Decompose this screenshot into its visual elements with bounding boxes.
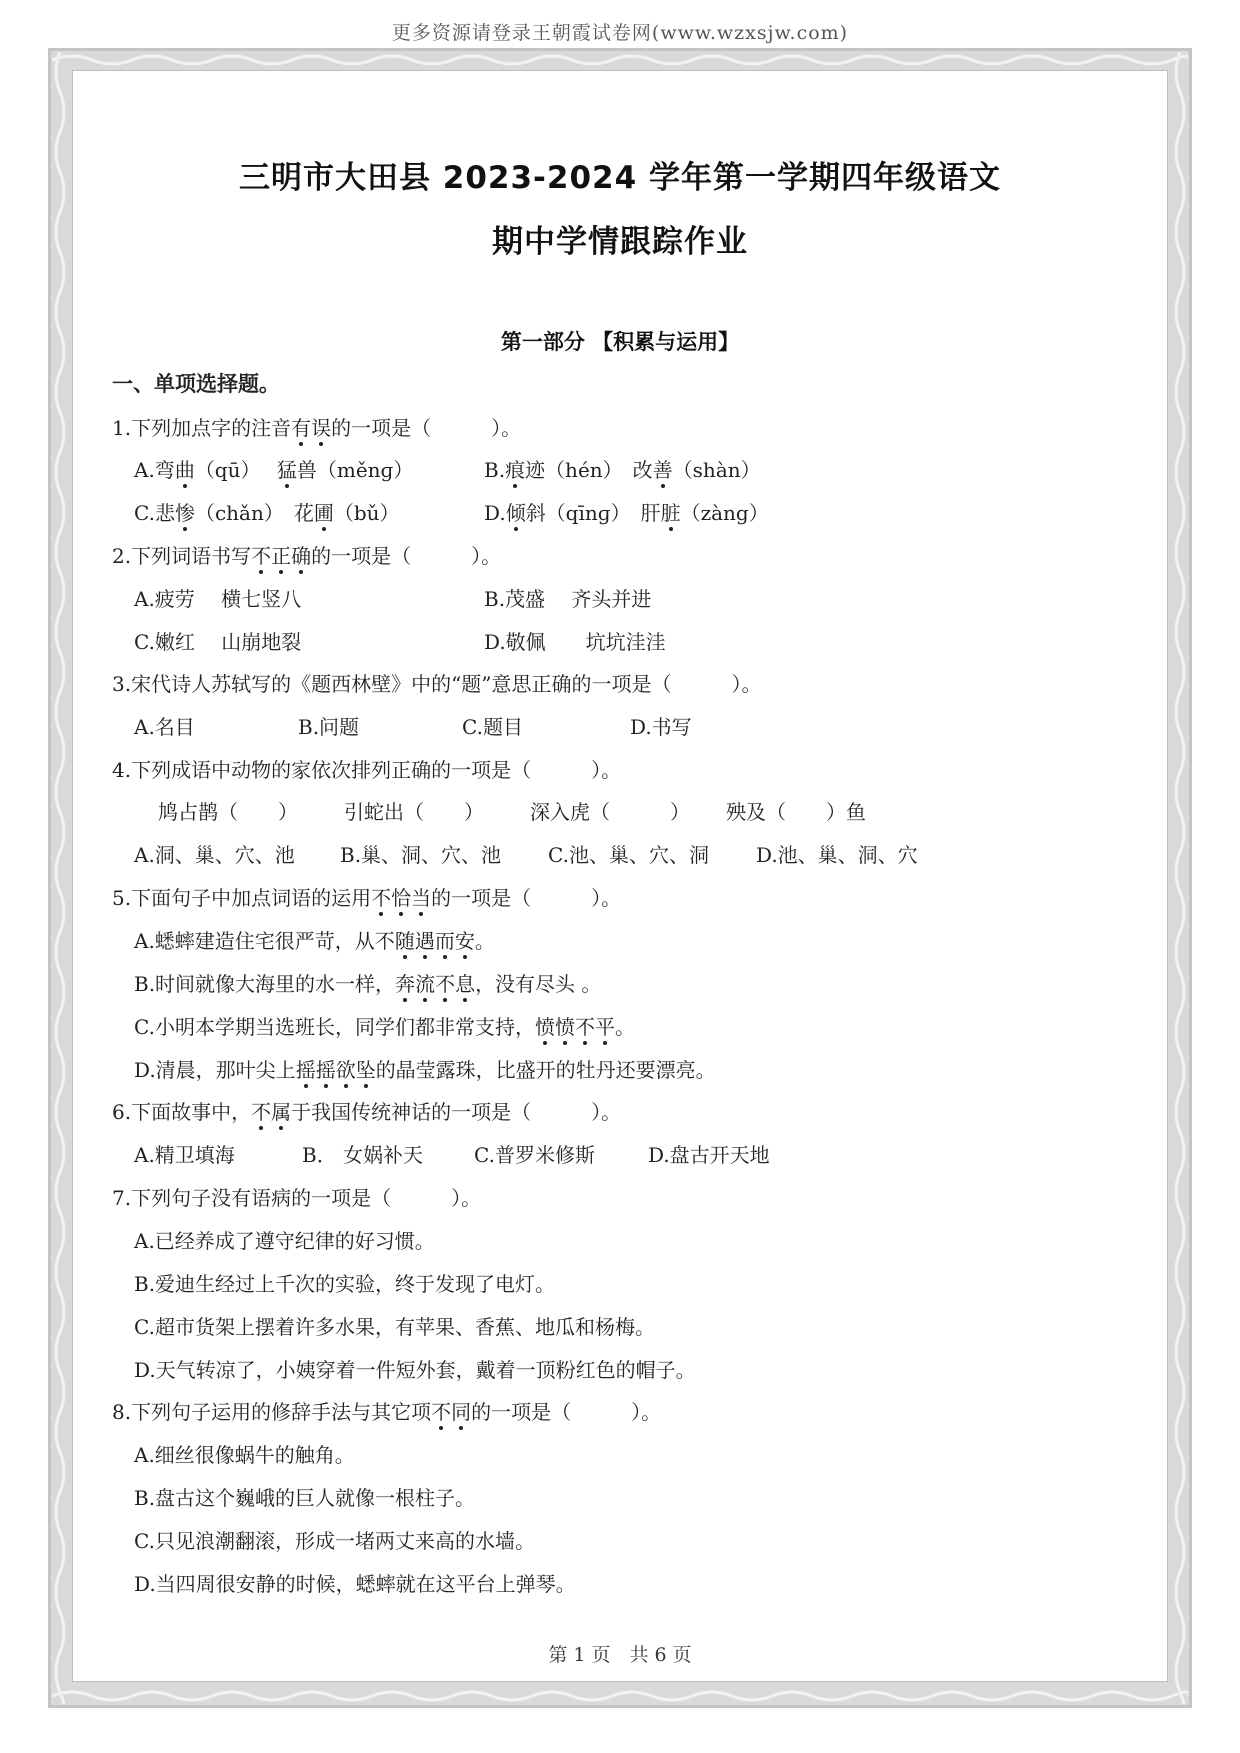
question-3-option-b: B.问题 xyxy=(298,715,360,739)
question-7-option-c: C.超市货架上摆着许多水果，有苹果、香蕉、地瓜和杨梅。 xyxy=(134,1315,655,1339)
question-1-options-row-2: C.悲惨（chǎn） 花圃（bǔ） xyxy=(134,497,400,526)
exam-title-line-1: 三明市大田县 2023-2024 学年第一学期四年级语文 xyxy=(238,160,1001,196)
question-6-option-a: A.精卫填海 xyxy=(134,1143,235,1167)
question-1-stem: 1.下列加点字的注音有误的一项是（ ）。 xyxy=(112,412,521,441)
question-6-option-c: C.普罗米修斯 xyxy=(474,1143,595,1167)
question-5-option-c: C.小明本学期当选班长，同学们都非常支持，愤愤不平。 xyxy=(134,1011,635,1040)
question-3-option-a: A.名目 xyxy=(134,715,195,739)
question-4-idiom-2: 引蛇出（ ） xyxy=(344,800,484,824)
question-7-option-d: D.天气转凉了，小姨穿着一件短外套，戴着一顶粉红色的帽子。 xyxy=(134,1358,696,1382)
part-heading: 第一部分 【积累与运用】 xyxy=(500,329,740,354)
question-7-option-a: A.已经养成了遵守纪律的好习惯。 xyxy=(134,1229,435,1253)
question-4-option-c: C.池、巢、穴、洞 xyxy=(548,843,709,867)
question-4-idiom-3: 深入虎（ ） xyxy=(530,800,690,824)
question-5-stem: 5.下面句子中加点词语的运用不恰当的一项是（ ）。 xyxy=(112,882,621,911)
question-4-idiom-4: 殃及（ ）鱼 xyxy=(726,800,866,824)
question-1-options-row-1: A.弯曲（qū） 猛兽（měnɡ） xyxy=(134,454,413,483)
question-4-option-b: B.巢、洞、穴、池 xyxy=(340,843,502,867)
question-6-option-b: B． 女娲补天 xyxy=(302,1143,424,1167)
question-2-option-c: C.嫩红 山崩地裂 xyxy=(134,630,302,654)
question-3-stem: 3.宋代诗人苏轼写的《题西林壁》中的“题”意思正确的一项是（ ）。 xyxy=(112,672,762,696)
section-heading: 一、单项选择题。 xyxy=(112,371,280,396)
question-3-option-c: C.题目 xyxy=(462,715,523,739)
question-7-option-b: B.爱迪生经过上千次的实验，终于发现了电灯。 xyxy=(134,1272,556,1296)
question-5-option-d: D.清晨，那叶尖上摇摇欲坠的晶莹露珠，比盛开的牡丹还要漂亮。 xyxy=(134,1054,716,1083)
question-8-option-a: A.细丝很像蜗牛的触角。 xyxy=(134,1443,355,1467)
question-2-stem: 2.下列词语书写不正确的一项是（ ）。 xyxy=(112,540,501,569)
question-2-option-a: A.疲劳 横七竖八 xyxy=(134,587,302,611)
question-5-option-b: B.时间就像大海里的水一样，奔流不息，没有尽头 。 xyxy=(134,968,601,997)
question-4-option-d: D.池、巢、洞、穴 xyxy=(756,843,918,867)
watermark-text: 更多资源请登录王朝霞试卷网(www.wzxsjw.com) xyxy=(391,22,849,44)
question-8-stem: 8.下列句子运用的修辞手法与其它项不同的一项是（ ）。 xyxy=(112,1396,661,1425)
question-2-option-b: B.茂盛 齐头并进 xyxy=(484,587,652,611)
question-5-option-a: A.蟋蟀建造住宅很严苛，从不随遇而安。 xyxy=(134,925,495,954)
question-6-stem: 6.下面故事中，不属于我国传统神话的一项是（ ）。 xyxy=(112,1096,621,1125)
question-8-option-b: B.盘古这个巍峨的巨人就像一根柱子。 xyxy=(134,1486,476,1510)
question-4-stem: 4.下列成语中动物的家依次排列正确的一项是（ ）。 xyxy=(112,758,622,782)
page-number-footer: 第 1 页 共 6 页 xyxy=(548,1644,692,1666)
question-1-options-row-2-right: D.倾斜（qīnɡ） 肝脏（zàng） xyxy=(484,497,769,526)
question-7-stem: 7.下列句子没有语病的一项是（ ）。 xyxy=(112,1186,482,1210)
question-3-option-d: D.书写 xyxy=(630,715,692,739)
exam-title-line-2: 期中学情跟踪作业 xyxy=(492,224,748,260)
question-8-option-c: C.只见浪潮翻滚，形成一堵两丈来高的水墙。 xyxy=(134,1529,535,1553)
question-6-option-d: D.盘古开天地 xyxy=(648,1143,770,1167)
question-1-options-row-1-right: B.痕迹（hén） 改善（shàn） xyxy=(484,454,761,483)
question-8-option-d: D.当四周很安静的时候，蟋蟀就在这平台上弹琴。 xyxy=(134,1572,576,1596)
question-2-option-d: D.敬佩 坑坑洼洼 xyxy=(484,630,666,654)
question-4-option-a: A.洞、巢、穴、池 xyxy=(134,843,295,867)
question-4-idiom-1: 鸠占鹊（ ） xyxy=(158,800,298,824)
